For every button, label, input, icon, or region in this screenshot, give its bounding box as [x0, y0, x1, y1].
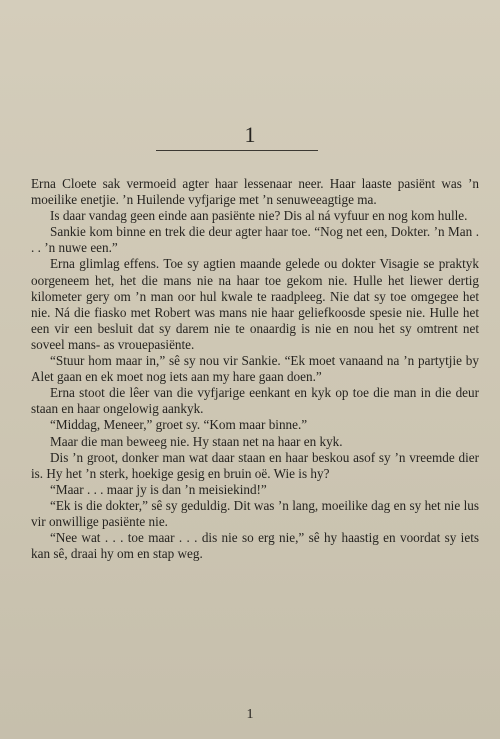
paragraph-7: “Middag, Meneer,” groet sy. “Kom maar binne.” — [50, 417, 308, 433]
paragraph-5: “Stuur hom maar in,” sê sy nou vir Sankie. “Ek moet vanaand na ’n partytjie by Alet gaan en ek moet nog iets aan my hare gaan doen.” — [31, 353, 479, 385]
paragraph-3: Sankie kom binne en trek die deur agter haar toe. “Nog net een, Dokter. ’n Man . . . ’n nuwe een.” — [31, 224, 479, 256]
paragraph-10: “Maar . . . maar jy is dan ’n meisiekind!” — [50, 481, 267, 497]
chapter-number: 1 — [244, 122, 256, 147]
paragraph-6: Erna stoot die lêer van die vyfjarige eenkant en kyk op toe die man in die deur staan en haar ongelowig aankyk. — [31, 385, 479, 417]
paragraph-11: “Ek is die dokter,” sê sy geduldig. Dit was ’n lang, moeilike dag en sy het nie lus vir onwillige pasiënte nie. — [31, 497, 479, 529]
paragraph-9: Dis ’n groot, donker man wat daar staan en haar beskou asof sy ’n vreemde dier is. Hy het ’n sterk, hoekige gesig en bruin oë. Wie is hy? — [31, 449, 479, 481]
paragraph-8: Maar die man beweeg nie. Hy staan net na haar en kyk. — [50, 433, 343, 449]
paragraph-2: Is daar vandag geen einde aan pasiënte nie? Dis al ná vyfuur en nog kom hulle. — [50, 208, 468, 224]
chapter-rule — [156, 150, 318, 151]
page-number: 1 — [246, 707, 254, 722]
body-text — [31, 176, 479, 562]
paragraph-4: Erna glimlag effens. Toe sy agtien maande gelede ou dokter Visagie se praktyk oorgeneem het, het die mans nie na haar toe gekom nie. Hulle het liewer dertig kilometer gery om ’n man oor hul kwale te raadpleeg. Nie dat sy toe omgegee het nie. Ná die fiasko met Robert was mans nie haar geliefkoosde spesie nie. Hulle het een vir een besluit dat sy darem nie te onaardig is nie en nou het sy omtrent net soveel mans- as vrouepasiënte. — [31, 256, 479, 352]
paragraph-12: “Nee wat . . . toe maar . . . dis nie so erg nie,” sê hy haastig en voordat sy iets kan sê, draai hy om en stap weg. — [31, 530, 479, 562]
paragraph-1: Erna Cloete sak vermoeid agter haar lessenaar neer. Haar laaste pasiënt was ’n moeilike enetjie. ’n Huilende vyfjarige met ’n senuweeagtige ma. — [31, 176, 479, 208]
